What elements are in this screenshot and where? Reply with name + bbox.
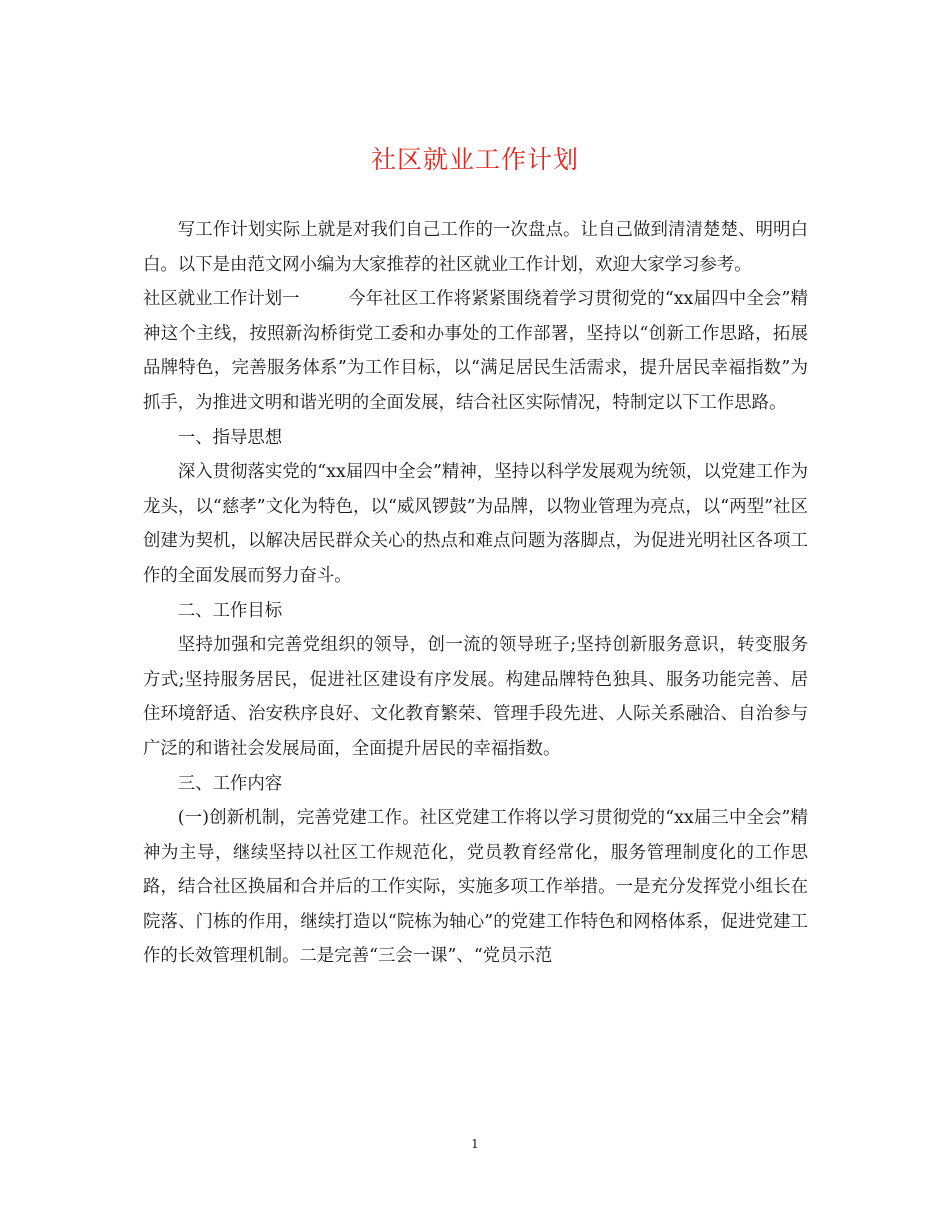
section-three-heading: 三、工作内容 [177,773,283,794]
plan-one-text: 今年社区工作将紧紧围绕着学习贯彻党的“xx届四中全会”精神这个主线，按照新沟桥街党工委和办事处的工作部署，坚持以“创新工作思路，拓展品牌特色，完善服务体系”为工作目标，以“满足居民生活需求，提升居民幸福指数”为抓手，为推进文明和谐光明的全面发展，结合社区实际情况，特制定以下工作思路。 [143,289,808,413]
section-one-paragraph: 深入贯彻落实党的“xx届四中全会”精神，坚持以科学发展观为统领，以党建工作为龙头，以“慈孝”文化为特色，以“威风锣鼓”为品牌，以物业管理为亮点，以“两型”社区创建为契机，以解决居民群众关心的热点和难点问题为落脚点，为促进光明社区各项工作的全面发展而努力奋斗。 [143,462,808,586]
section-two-heading: 二、工作目标 [177,600,283,621]
section-three-paragraph: (一)创新机制，完善党建工作。社区党建工作将以学习贯彻党的“xx届三中全会”精神为主导，继续坚持以社区工作规范化，党员教育经常化，服务管理制度化的工作思路，结合社区换届和合并后的工作实际，实施多项工作举措。一是充分发挥党小组长在院落、门栋的作用，继续打造以“院栋为轴心”的党建工作特色和网格体系，促进党建工作的长效管理机制。二是完善“三会一课”、“党员示范 [143,808,808,967]
plan-one-paragraph [143,282,808,420]
plan-one-label: 社区就业工作计划一 [143,289,300,310]
section-two-paragraph: 坚持加强和完善党组织的领导，创一流的领导班子;坚持创新服务意识，转变服务方式;坚持服务居民，促进社区建设有序发展。构建品牌特色独具、服务功能完善、居住环境舒适、治安秩序良好、文化教育繁荣、管理手段先进、人际关系融洽、自治参与广泛的和谐社会发展局面，全面提升居民的幸福指数。 [143,635,808,759]
section-one-heading: 一、指导思想 [177,427,283,448]
document-body [143,213,808,974]
page-number: 1 [471,1137,479,1151]
document-title: 社区就业工作计划 [370,145,579,174]
intro-paragraph: 写工作计划实际上就是对我们自己工作的一次盘点。让自己做到清清楚楚、明明白白。以下是由范文网小编为大家推荐的社区就业工作计划，欢迎大家学习参考。 [143,220,808,275]
